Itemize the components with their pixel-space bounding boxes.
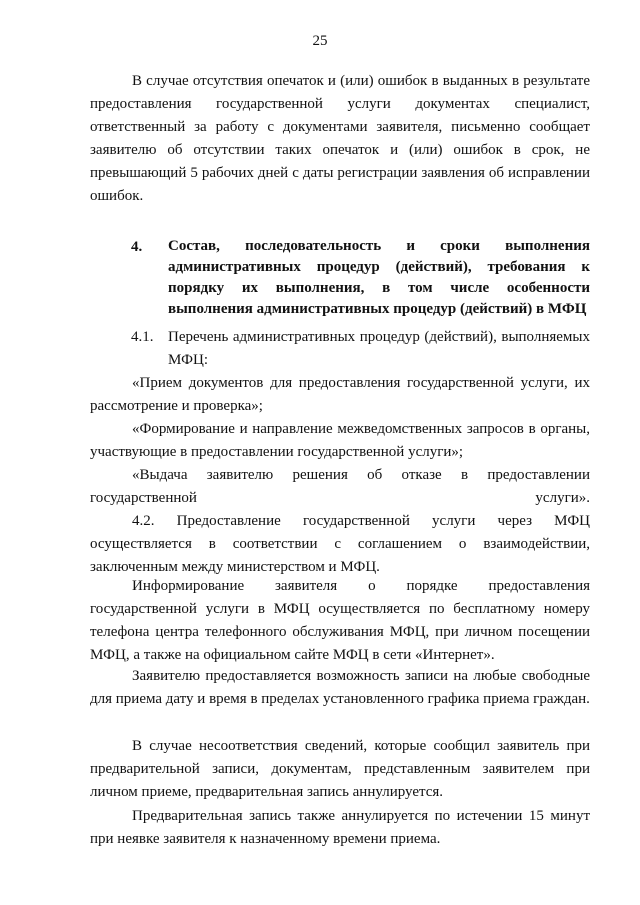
paragraph-informing: Информирование заявителя о порядке предоставления государственной услуги в МФЦ осуществляется по бесплатному номеру телефона центра телефонного обслуживания МФЦ, при личном посещении МФЦ, а также на официальном сайте МФЦ в сети «Интернет». [90,578,590,663]
page-number: 25 [312,33,328,49]
paragraph-no-errors: В случае отсутствия опечаток и (или) ошибок в выданных в результате предоставления государственной услуги документах специалист, ответственный за работу с документами заявителя, письменно сообщает заявителю об отсутствии таких опечаток и (или) ошибок в срок, не превышающий 5 рабочих дней с даты регистрации заявления об исправлении ошибок. [90,73,590,204]
procedure-2: «Формирование и направление межведомственных запросов в органы, участвующие в предоставлении государственной услуги»; [90,421,590,460]
paragraph-mismatch: В случае несоответствия сведений, которые сообщил заявитель при предварительной записи, документам, представленным заявителем при личном приеме, предварительная запись аннулируется. [90,738,590,800]
procedure-3: «Выдача заявителю решения об отказе в предоставлении государственной услуги». [90,467,590,506]
paragraph-cancel: Предварительная запись также аннулируется по истечении 15 минут при неявке заявителя к назначенному времени приема. [90,808,590,847]
item-4-2: 4.2. Предоставление государственной услуги через МФЦ осуществляется в соответствии с соглашением о взаимодействии, заключенным между министерством и МФЦ. [90,513,590,575]
procedure-1: «Прием документов для предоставления государственной услуги, их рассмотрение и проверка»; [90,375,590,414]
section-number: 4. [131,239,143,255]
item-4-1-number: 4.1. [131,329,154,345]
paragraph-booking: Заявителю предоставляется возможность записи на любые свободные для приема дату и время в пределах установленного графика приема граждан. [90,668,590,707]
item-4-1-text: Перечень административных процедур (действий), выполняемых МФЦ: [168,329,590,368]
section-title: Состав, последовательность и сроки выполнения административных процедур (действий), требования к порядку их выполнения, в том числе особенности выполнения административных процедур (действий) в МФЦ [168,238,590,317]
